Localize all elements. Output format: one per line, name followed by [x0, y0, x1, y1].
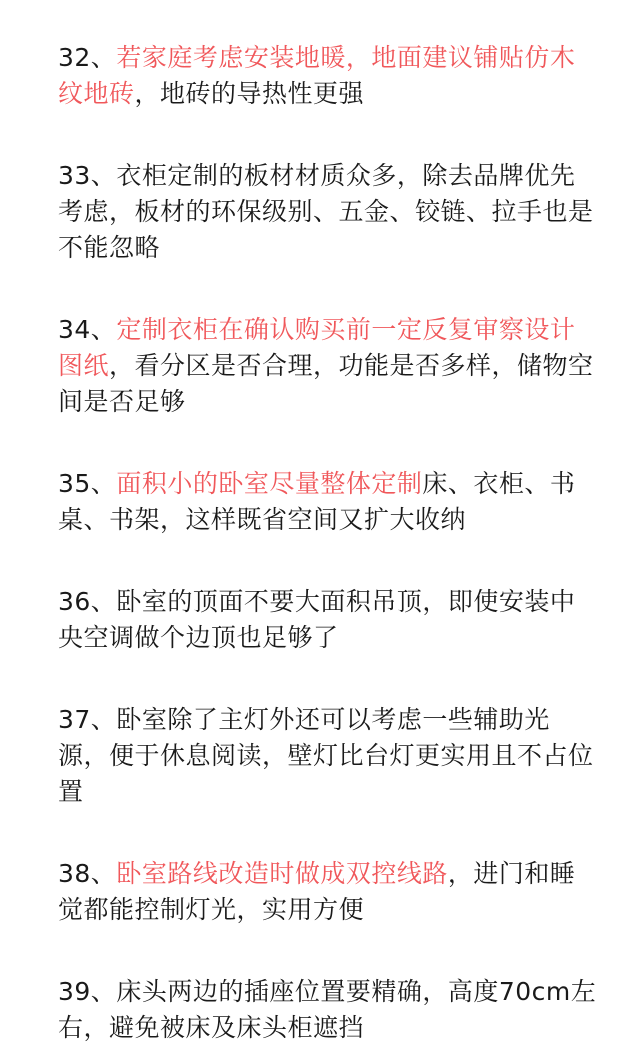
tip-text: 卧室的顶面不要大面积吊顶，即使安装中央空调做个边顶也足够了 [58, 587, 576, 652]
tip-33 [58, 158, 598, 266]
tip-text: ，看分区是否合理，功能是否多样，储物空间是否足够 [58, 351, 594, 416]
tip-number: 32、 [58, 43, 117, 72]
tip-text: ，地砖的导热性更强 [134, 79, 365, 108]
tip-number: 34、 [58, 315, 117, 344]
tip-36 [58, 584, 598, 656]
tip-number: 39、 [58, 977, 117, 1006]
tip-text: 衣柜定制的板材材质众多，除去品牌优先考虑，板材的环保级别、五金、铰链、拉手也是不能忽略 [58, 161, 594, 262]
tip-number: 35、 [58, 469, 117, 498]
tip-text: 卧室除了主灯外还可以考虑一些辅助光源，便于休息阅读，壁灯比台灯更实用且不占位置 [58, 705, 594, 806]
tips-document [58, 40, 598, 1046]
tip-text: 床头两边的插座位置要精确，高度70cm左右，避免被床及床头柜遮挡 [58, 977, 597, 1042]
tip-37 [58, 702, 598, 810]
tip-number: 37、 [58, 705, 117, 734]
tip-text: ，进门和睡觉都能控制灯光，实用方便 [58, 859, 576, 924]
tip-number: 33、 [58, 161, 117, 190]
tip-number: 36、 [58, 587, 117, 616]
tip-34 [58, 312, 598, 420]
tip-39 [58, 974, 598, 1046]
tip-highlight: 若家庭考虑安装地暖，地面建议铺贴仿木纹地砖 [58, 43, 576, 108]
tip-number: 38、 [58, 859, 117, 888]
tip-highlight: 面积小的卧室尽量整体定制 [116, 469, 423, 498]
tip-35 [58, 466, 598, 538]
tip-32 [58, 40, 598, 112]
tip-text: 床、衣柜、书桌、书架，这样既省空间又扩大收纳 [58, 469, 576, 534]
tip-highlight: 定制衣柜在确认购买前一定反复审察设计图纸 [58, 315, 576, 380]
tip-highlight: 卧室路线改造时做成双控线路 [116, 859, 448, 888]
tip-38 [58, 856, 598, 928]
